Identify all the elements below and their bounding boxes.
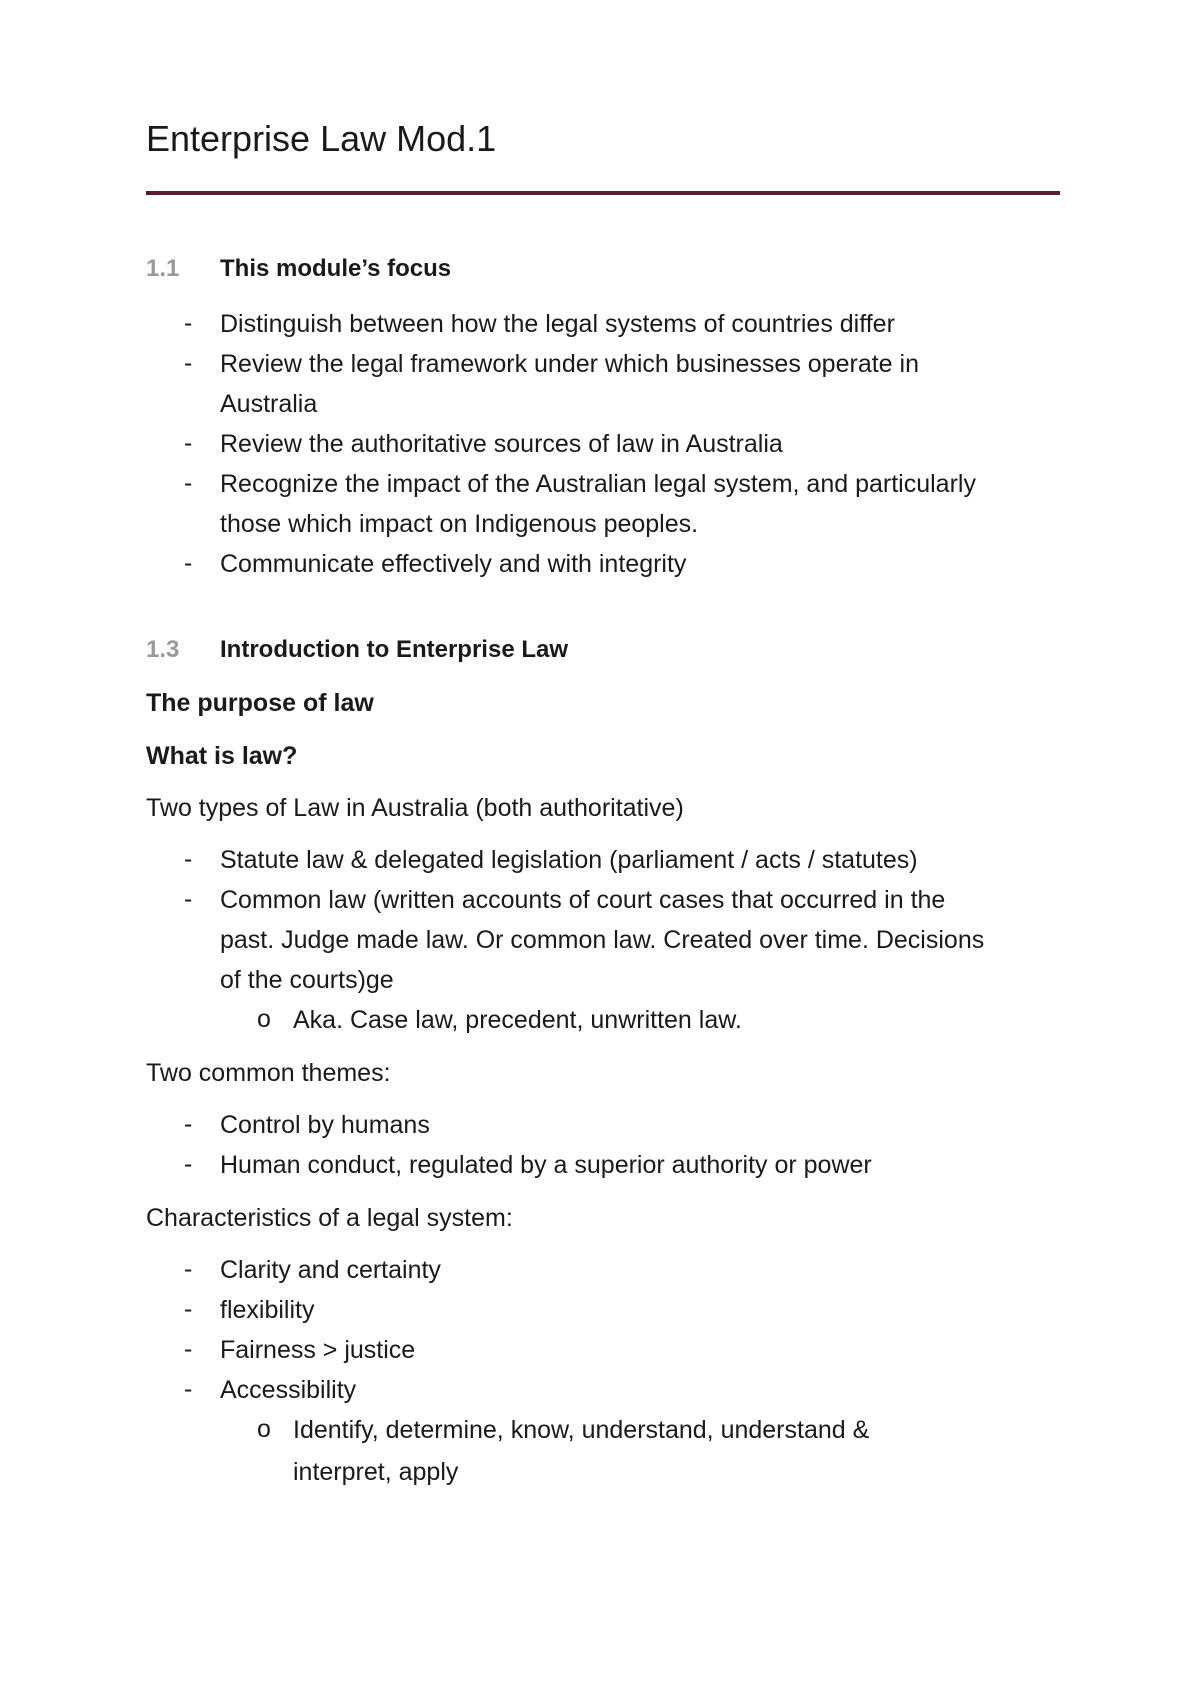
sub-list-item-continuation: interpret, apply bbox=[293, 1458, 459, 1486]
sub-list-item: Identify, determine, know, understand, understand & bbox=[293, 1416, 870, 1444]
section-heading-1-3 bbox=[146, 636, 568, 664]
list-item: Human conduct, regulated by a superior authority or power bbox=[220, 1151, 872, 1179]
section-title: This module’s focus bbox=[220, 255, 452, 282]
list-item-continuation: past. Judge made law. Or common law. Created over time. Decisions bbox=[220, 926, 985, 954]
list-item-continuation: those which impact on Indigenous peoples. bbox=[220, 510, 699, 538]
section-number: 1.3 bbox=[146, 636, 180, 663]
dash-bullet: - bbox=[184, 885, 193, 913]
sub-list-item: Aka. Case law, precedent, unwritten law. bbox=[293, 1006, 742, 1034]
dash-bullet: - bbox=[184, 1255, 193, 1283]
dash-bullet: - bbox=[184, 1150, 193, 1178]
paragraph-chars-intro: Characteristics of a legal system: bbox=[146, 1204, 513, 1232]
list-item: flexibility bbox=[220, 1296, 315, 1324]
dash-bullet: - bbox=[184, 349, 193, 377]
list-item-continuation: Australia bbox=[220, 390, 318, 418]
list-item-continuation: of the courts)ge bbox=[220, 966, 394, 994]
section-number: 1.1 bbox=[146, 255, 180, 282]
paragraph-types-intro: Two types of Law in Australia (both authoritative) bbox=[146, 794, 684, 822]
list-item: Review the legal framework under which businesses operate in bbox=[220, 350, 919, 378]
dash-bullet: - bbox=[184, 1375, 193, 1403]
dash-bullet: - bbox=[184, 429, 193, 457]
list-item: Control by humans bbox=[220, 1111, 430, 1139]
list-item: Common law (written accounts of court cases that occurred in the bbox=[220, 886, 946, 914]
list-item: Fairness > justice bbox=[220, 1336, 416, 1364]
dash-bullet: - bbox=[184, 469, 193, 497]
dash-bullet: - bbox=[184, 1295, 193, 1323]
list-item: Communicate effectively and with integrity bbox=[220, 550, 687, 578]
dash-bullet: - bbox=[184, 549, 193, 577]
dash-bullet: - bbox=[184, 845, 193, 873]
list-item: Statute law & delegated legislation (parliament / acts / statutes) bbox=[220, 846, 918, 874]
dash-bullet: - bbox=[184, 1110, 193, 1138]
subheading-what-is-law: What is law? bbox=[146, 742, 298, 770]
section-title: Introduction to Enterprise Law bbox=[220, 636, 569, 663]
list-item: Review the authoritative sources of law in Australia bbox=[220, 430, 783, 458]
dash-bullet: - bbox=[184, 309, 193, 337]
list-item: Accessibility bbox=[220, 1376, 357, 1404]
paragraph-themes-intro: Two common themes: bbox=[146, 1059, 391, 1087]
page-title: Enterprise Law Mod.1 bbox=[146, 118, 497, 159]
list-item: Recognize the impact of the Australian legal system, and particularly bbox=[220, 470, 976, 498]
circle-bullet-icon: o bbox=[257, 1005, 271, 1033]
subheading-purpose: The purpose of law bbox=[146, 689, 374, 717]
section-heading-1-1 bbox=[146, 255, 451, 283]
circle-bullet-icon: o bbox=[257, 1415, 271, 1443]
title-underline bbox=[146, 191, 1060, 195]
list-item: Distinguish between how the legal systems of countries differ bbox=[220, 310, 895, 338]
list-item: Clarity and certainty bbox=[220, 1256, 441, 1284]
dash-bullet: - bbox=[184, 1335, 193, 1363]
